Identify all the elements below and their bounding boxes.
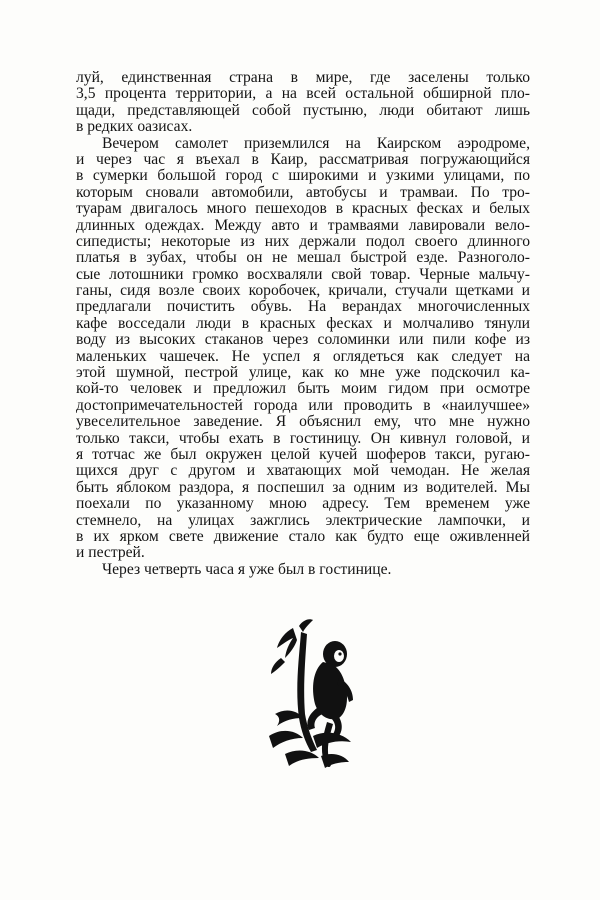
text-line: достопримечательностей города или проводить в «наилучшее» [76,396,530,414]
text-line: 3,5 процента территории, а на всей остальной обширной пло- [76,85,530,103]
text-line: в их ярком свете движение стало как будто еще оживленней [76,527,530,545]
text-line: луй, единственная страна в мире, где заселены только [76,69,530,86]
text-line: увеселительное заведение. Я объяснил ему, что мне нужно [76,413,530,431]
text-line: туарам двигалось много пешеходов в красных фесках и белых [76,200,530,218]
monkey-illustration [255,618,365,770]
text-line: только такси, чтобы ехать в гостиницу. Он кивнул головой, и [76,429,530,447]
text-line: стемнело, на улицах зажглись электрические лампочки, и [76,511,530,529]
text-line: маленьких чашечек. Не успел я оглядеться как следует на [76,347,530,365]
text-line: щихся друг с другом и хватающих мой чемодан. Не желая [76,462,530,480]
text-line: этой шумной, пестрой улице, как ко мне уже подскочил ка- [76,364,530,382]
text-line: кой-то человек и предложил быть моим гидом при осмотре [76,380,530,398]
text-line: и пестрей. [76,544,145,562]
paragraph-continuation [76,70,530,136]
text-line: щади, представляющей собой пустыню, люди обитают лишь [76,101,530,119]
text-line: сипедисты; некоторые из них держали подол своего длинного [76,232,530,250]
text-line: Через четверть часа я уже был в гостинице. [102,560,392,578]
text-line: кафе восседали люди в красных фесках и молчаливо тянули [76,314,530,332]
paragraph-hotel [76,562,530,578]
monkey-silhouette-icon [269,619,353,768]
text-line: в редких оазисах. [76,118,193,136]
text-line: предлагали почистить обувь. На верандах многочисленных [76,298,530,316]
paragraph-arrival-cairo [76,136,530,562]
text-line: и через час я въехал в Каир, рассматривая погружающийся [76,150,530,168]
text-line: Вечером самолет приземлился на Каирском аэродроме, [102,134,530,152]
text-line: которым сновали автомобили, автобусы и трамваи. По тро- [76,183,530,201]
text-line: длинных одеждах. Между авто и трамваями лавировали вело- [76,216,530,234]
body-text [76,70,530,578]
text-line: платья в зубах, чтобы он не мешал быстрой езде. Разноголо- [76,249,530,267]
text-line: сые лотошники громко восхваляли свой товар. Черные мальчу- [76,265,530,283]
text-line: ганы, сидя возле своих коробочек, кричали, стучали щетками и [76,282,530,300]
text-line: быть яблоком раздора, я поспешил за одним из водителей. Мы [76,478,530,496]
text-line: в сумерки большой город с широкими и узкими улицами, по [76,167,530,185]
text-line: я тотчас же был окружен целой кучей шоферов такси, ругаю- [76,445,530,463]
text-line: поехали по указанному мною адресу. Тем временем уже [76,495,530,513]
text-line: воду из высоких стаканов через соломинки или пили кофе из [76,331,530,349]
